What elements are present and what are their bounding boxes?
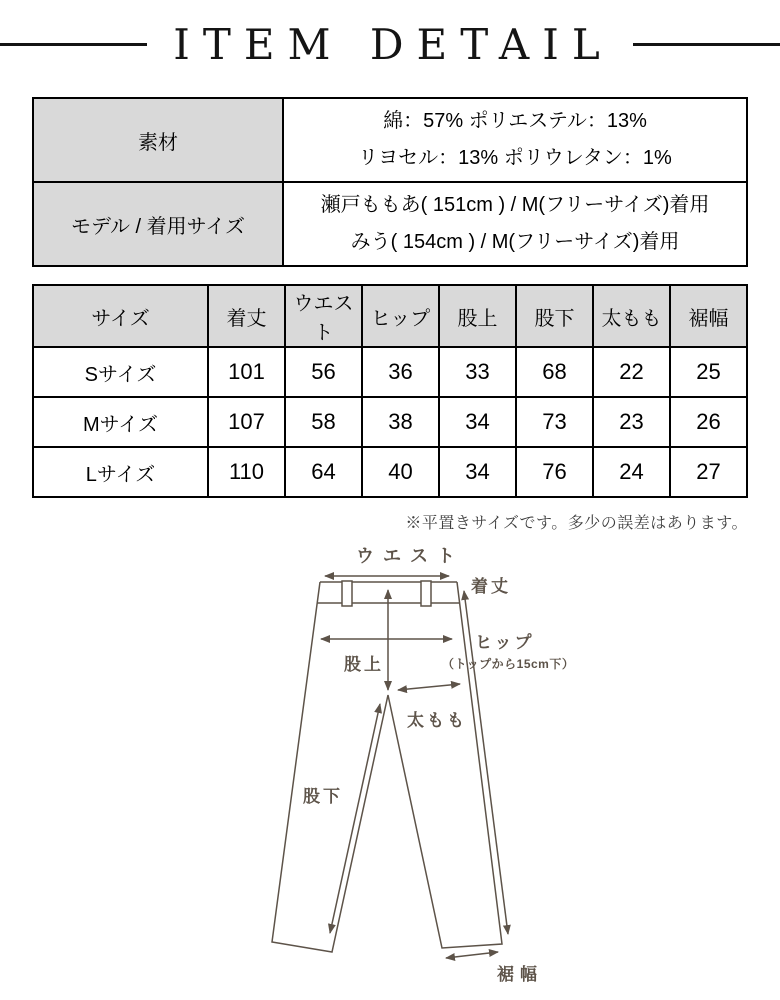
size-l-hip: 40 xyxy=(362,447,439,497)
inseam-label: 股下 xyxy=(303,787,343,806)
table-row xyxy=(33,397,747,447)
size-l-thigh: 24 xyxy=(593,447,670,497)
size-m-rise: 34 xyxy=(439,397,516,447)
header-rule-right xyxy=(633,43,780,46)
rise-label: 股上 xyxy=(344,655,384,674)
model-line-1: 瀬戸ももあ( 151cm ) / M(フリーサイズ)着用 xyxy=(320,194,710,216)
col-header-waist: ウエスト xyxy=(285,285,362,347)
belt-loop-right xyxy=(421,581,431,606)
table-row xyxy=(33,182,747,266)
length-label: 着丈 xyxy=(471,577,511,596)
page-title: ITEM DETAIL xyxy=(173,19,613,69)
size-s-hem: 25 xyxy=(670,347,747,397)
col-header-hip: ヒップ xyxy=(362,285,439,347)
table-row xyxy=(33,447,747,497)
col-header-rise: 股上 xyxy=(439,285,516,347)
inseam-measure-arrow xyxy=(330,704,380,933)
model-line-2: みう( 154cm ) / M(フリーサイズ)着用 xyxy=(350,231,680,253)
size-m-hip: 38 xyxy=(362,397,439,447)
size-table-header-row xyxy=(33,285,747,347)
page-header xyxy=(0,0,780,88)
size-m-hem: 26 xyxy=(670,397,747,447)
size-m-length: 107 xyxy=(208,397,285,447)
size-s-thigh: 22 xyxy=(593,347,670,397)
col-header-inseam: 股下 xyxy=(516,285,593,347)
material-line-2: リヨセル：13% ポリウレタン：1% xyxy=(358,147,672,169)
hip-note-label: （トップから15cm下） xyxy=(442,657,575,671)
material-label: 素材 xyxy=(33,98,283,182)
table-row xyxy=(33,347,747,397)
material-value xyxy=(283,98,747,182)
col-header-thigh: 太もも xyxy=(593,285,670,347)
size-l-waist: 64 xyxy=(285,447,362,497)
size-s-hip: 36 xyxy=(362,347,439,397)
pants-outline xyxy=(272,581,502,952)
size-m-label: Mサイズ xyxy=(33,397,208,447)
size-l-inseam: 76 xyxy=(516,447,593,497)
size-m-thigh: 23 xyxy=(593,397,670,447)
model-size-label: モデル / 着用サイズ xyxy=(33,182,283,266)
size-s-length: 101 xyxy=(208,347,285,397)
header-rule-left xyxy=(0,43,147,46)
size-s-rise: 33 xyxy=(439,347,516,397)
thigh-label: 太もも xyxy=(407,711,467,730)
size-m-inseam: 73 xyxy=(516,397,593,447)
hip-label: ヒップ xyxy=(475,633,535,652)
hem-width-measure-arrow xyxy=(446,952,498,958)
size-m-waist: 58 xyxy=(285,397,362,447)
belt-loop-left xyxy=(342,581,352,606)
material-line-1: 綿：57% ポリエステル：13% xyxy=(383,110,647,132)
hem-width-label: 裾幅 xyxy=(497,965,543,984)
table-row xyxy=(33,98,747,182)
info-table xyxy=(32,97,748,267)
size-table xyxy=(32,284,748,498)
size-l-length: 110 xyxy=(208,447,285,497)
pants-measurement-diagram xyxy=(0,530,780,1000)
waist-label: ウエスト xyxy=(356,546,464,566)
size-l-hem: 27 xyxy=(670,447,747,497)
size-s-label: Sサイズ xyxy=(33,347,208,397)
size-s-waist: 56 xyxy=(285,347,362,397)
thigh-measure-arrow xyxy=(398,684,460,690)
size-l-rise: 34 xyxy=(439,447,516,497)
col-header-size: サイズ xyxy=(33,285,208,347)
col-header-hem: 裾幅 xyxy=(670,285,747,347)
size-note: ※平置きサイズです。多少の誤差はあります。 xyxy=(405,515,748,532)
col-header-length: 着丈 xyxy=(208,285,285,347)
size-s-inseam: 68 xyxy=(516,347,593,397)
size-l-label: Lサイズ xyxy=(33,447,208,497)
model-size-value xyxy=(283,182,747,266)
